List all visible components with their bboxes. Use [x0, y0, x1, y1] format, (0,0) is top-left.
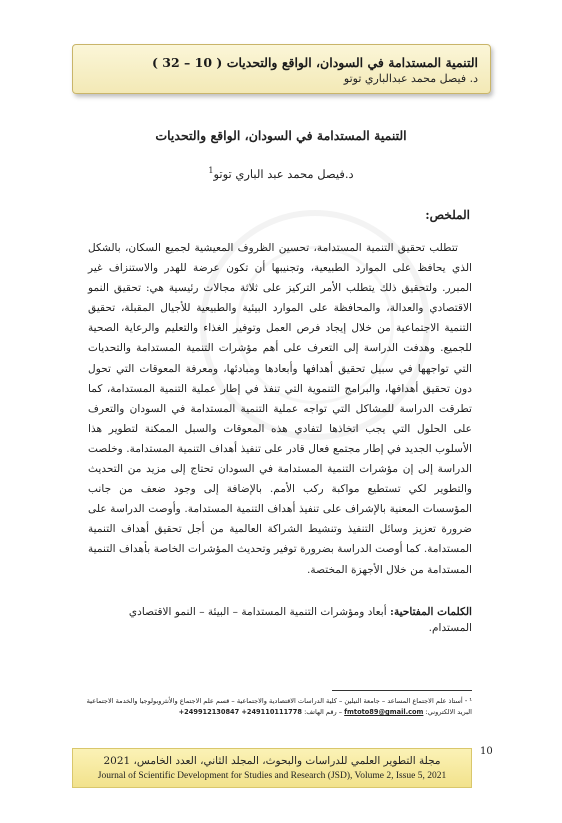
- phone-label: – رقم الهاتف:: [304, 708, 343, 716]
- footnote-contact: [64, 707, 472, 718]
- journal-footer: [72, 748, 472, 788]
- author-name: د.فيصل محمد عبد الباري توتو: [213, 166, 354, 181]
- keywords-label: الكلمات المفتاحية:: [390, 606, 472, 618]
- abstract-body: [88, 238, 472, 580]
- footnote-divider: [332, 690, 472, 691]
- article-title: التنمية المستدامة في السودان، الواقع والتحديات: [155, 128, 407, 143]
- keywords-text: أبعاد ومؤشرات التنمية المستدامة – البيئة – النمو الاقتصادي المستدام.: [128, 606, 472, 634]
- email-label: البريد الالكتروني:: [425, 708, 472, 716]
- email-link[interactable]: fmtoto89@gmail.com: [344, 708, 424, 716]
- page-number: 10: [480, 746, 493, 757]
- article-author: [0, 166, 562, 181]
- author-footnote-mark: 1: [208, 166, 214, 175]
- header-author: د. فيصل محمد عبدالباري توتو: [343, 72, 478, 85]
- running-header: [72, 44, 491, 94]
- phone-number-2: +249110111778: [241, 708, 302, 716]
- abstract-heading: الملخص:: [425, 208, 470, 222]
- journal-name-english: Journal of Scientific Development for Studies and Research (JSD), Volume 2, Issue 5, 2021: [97, 771, 447, 781]
- keywords: [88, 604, 472, 636]
- footnote-affiliation: ¹ - أستاذ علم الاجتماع المساعد – جامعة النيلين – كلية الدراسات الاقتصادية والاجتماعية – قسم علم الاجتماع والأنثروبولوجيا والخدمة الاجتماعية: [86, 697, 472, 705]
- footnote: [64, 696, 472, 718]
- phone-number-1: +249912130847: [178, 708, 240, 716]
- abstract-text: تتطلب تحقيق التنمية المستدامة، تحسين الظروف المعيشية لجميع السكان، بالشكل الذي يحافظ على الموارد الطبيعية، وتجنيبها أن تكون عرضة للهدر والاستنزاف غير المبرر. ولتحقيق ذلك يتطلب الأمر التركيز على ثلاثة مجالات رئيسية هي: تحقيق النمو الاقتصادي والعدالة، والمحافظة على الموارد البيئية والطبيعية للأجيال المقبلة، تحقيق التنمية الاجتماعية من خلال إيجاد فرص العمل وتوفير الغذاء والتعليم والرعاية الصحية للجميع. وهدفت الدراسة إلى التعرف على أهم مؤشرات التنمية المستدامة والتحديات التي تواجهها في سبيل تحقيق أهدافها وأبعادها ومبادئها، ومعرفة المعوقات التي تحول دون تحقيق أهدافها، والبرامج التنموية التي تنفذ في إطار عملية التنمية المستدامة، كما تطرقت الدراسة للمشاكل التي تواجه عملية التنمية المستدامة في السودان والتعرف على الحلول التي يجب اتخاذها لتفادي هذه المعوقات والسبل الممكنة لتطوير هذا الأسلوب الجديد في إطار مجتمع فعال قادر على تنفيذ أهداف التنمية المستدامة. وخلصت الدراسة إلى إن مؤشرات التنمية المستدامة في السودان تحتاج إلى مزيد من التحديث والتطوير لكي تستطيع مواكبة ركب الأمم. بالإضافة إلى وجود ضعف من جانب المؤسسات المعنية بالإشراف على تنفيذ أهداف التنمية المستدامة. وأوصت الدراسة على ضرورة تعزيز وسائل التنفيذ وتنشيط الشراكة العالمية من أجل تحقيق أهداف التنمية المستدامة. كما أوصت الدراسة بضرورة توفير وتحديث المؤشرات الخاصة بأهداف التنمية المستدامة من خلال الأجهزة المختصة.: [88, 242, 472, 576]
- header-title: التنمية المستدامة في السودان، الواقع والتحديات ( 10 – 32 ): [152, 55, 478, 70]
- journal-name-arabic: مجلة التطوير العلمي للدراسات والبحوث، المجلد الثاني، العدد الخامس، 2021: [103, 755, 441, 767]
